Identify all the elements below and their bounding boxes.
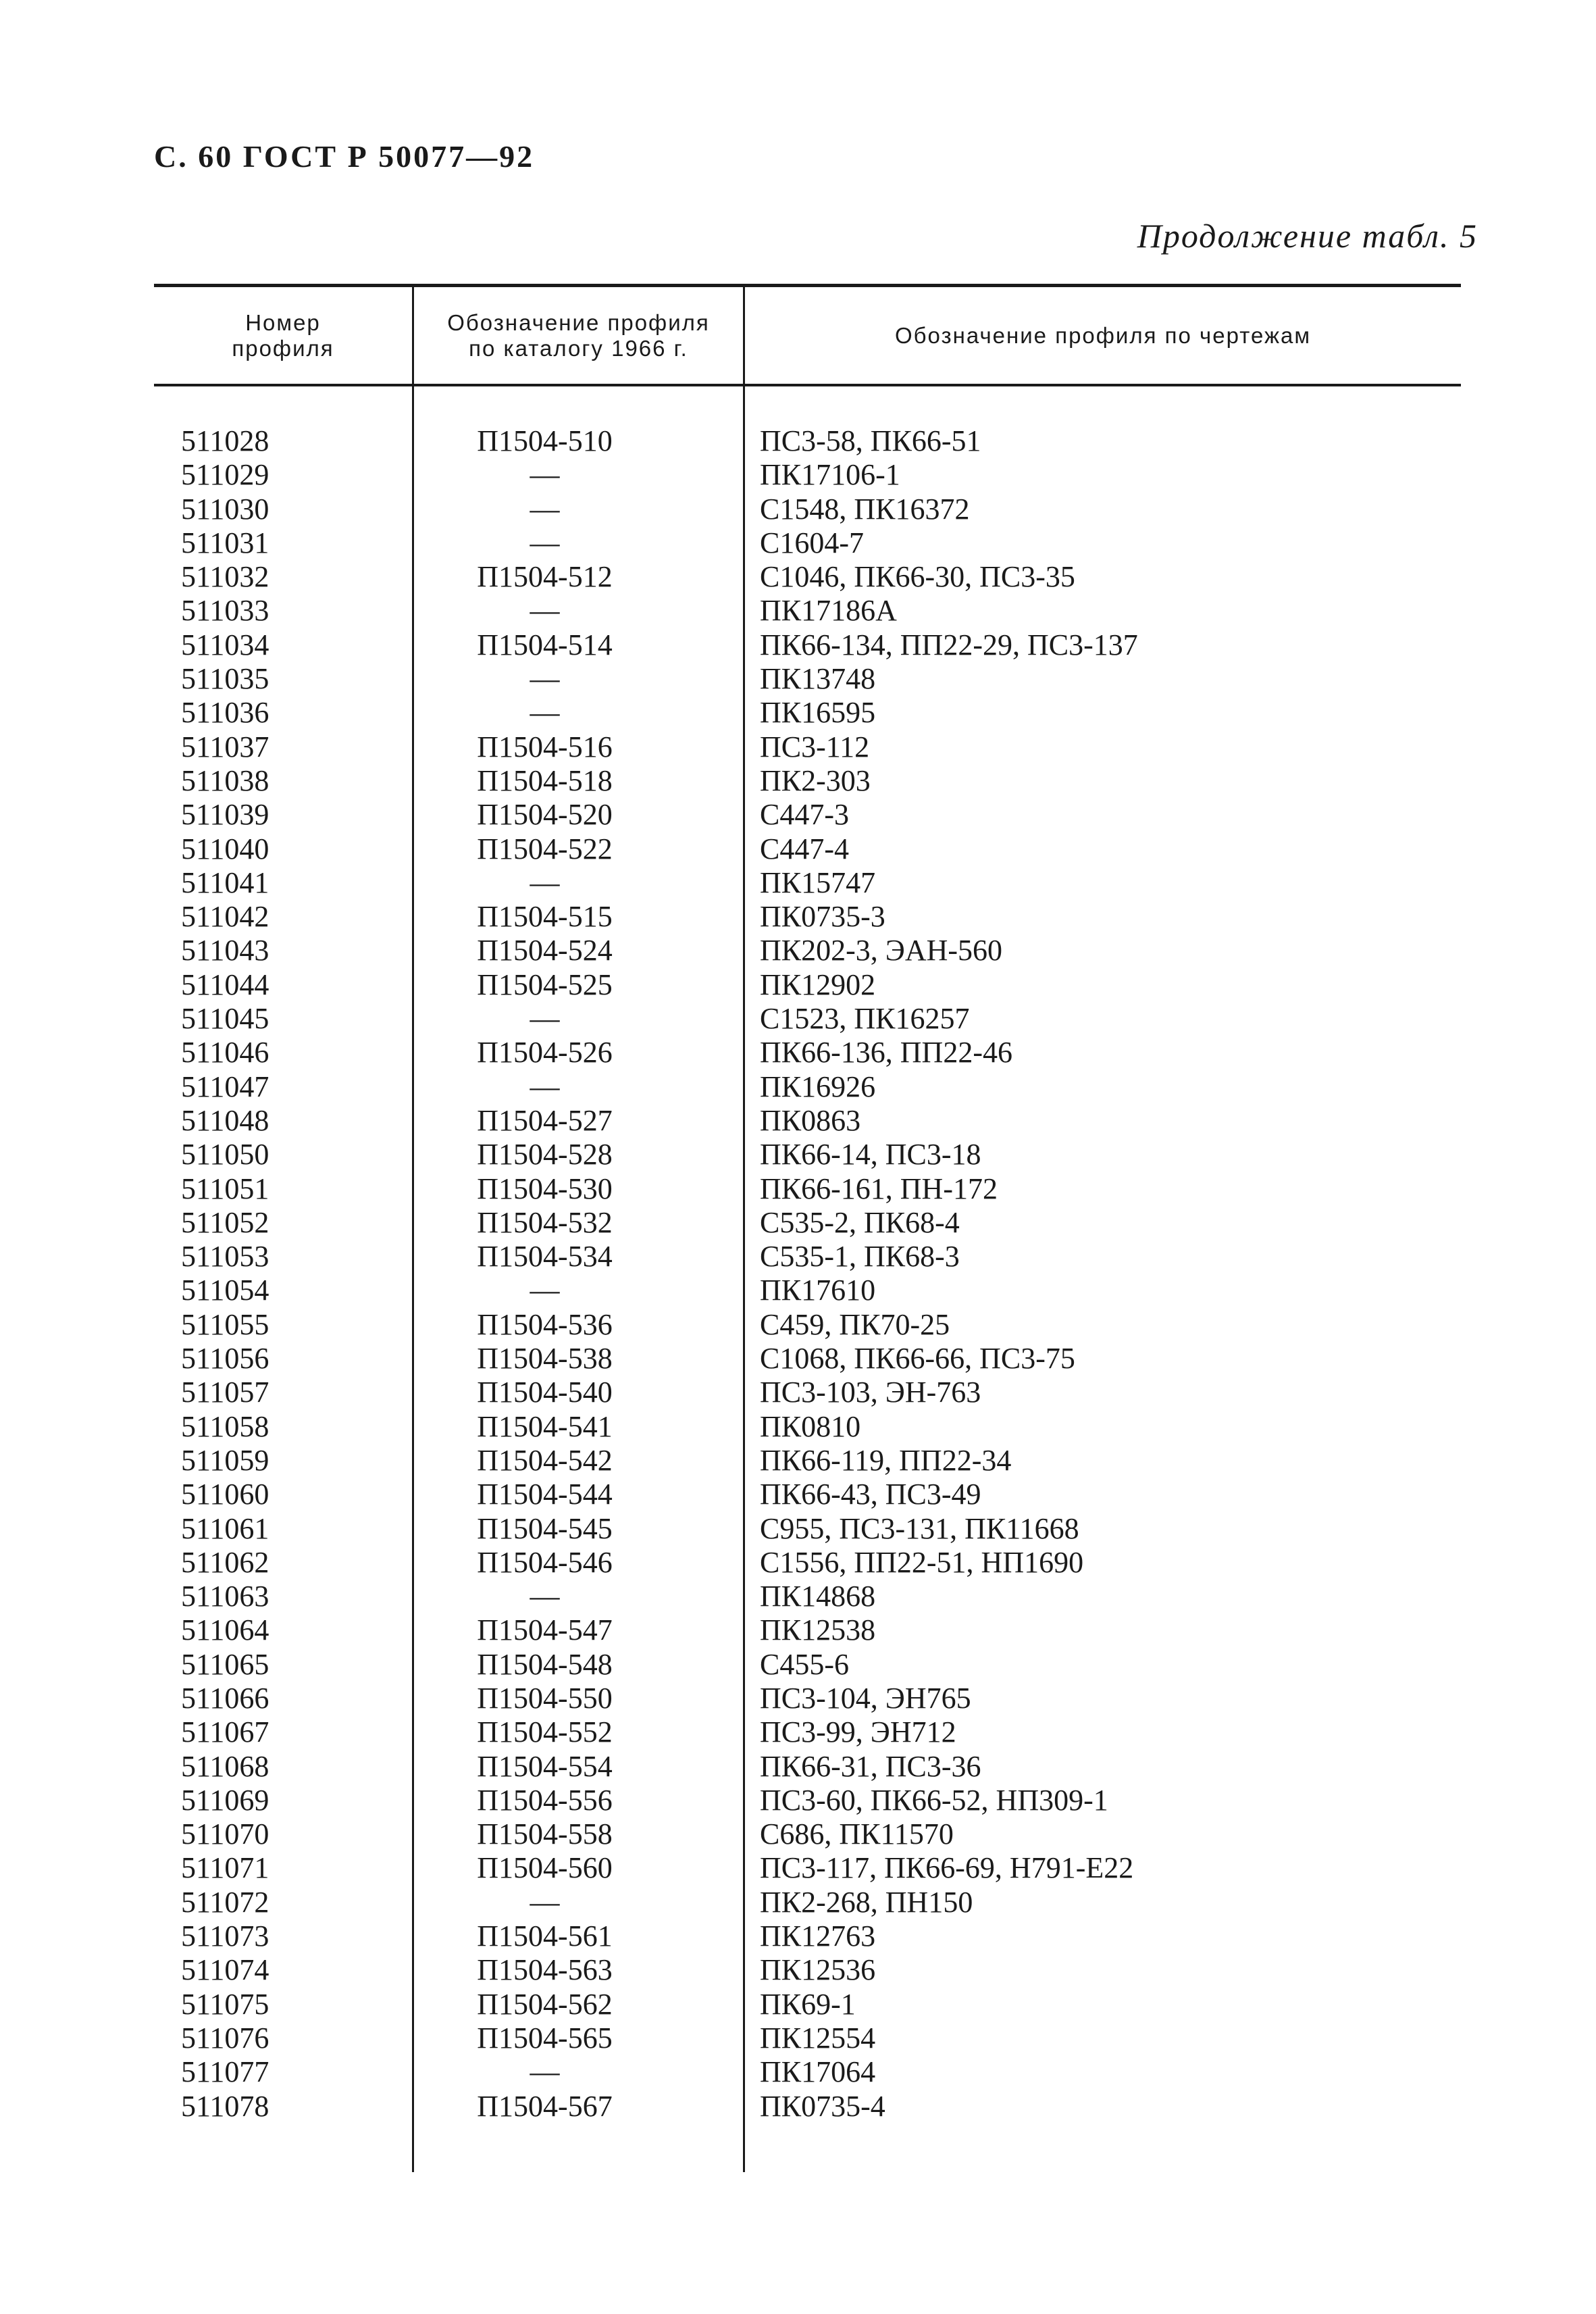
catalog-designation-cell: П1504-542 [477,1443,613,1477]
catalog-designation-cell: П1504-561 [477,1919,613,1953]
table-row [0,628,1596,662]
catalog-designation-cell: П1504-536 [477,1307,613,1341]
profile-number-cell: 511076 [181,2021,269,2055]
profile-number-cell: 511040 [181,832,269,865]
catalog-designation-cell: П1504-532 [477,1205,613,1239]
drawing-designation-cell: С1523, ПК16257 [760,1002,970,1036]
profile-number-cell: 511066 [181,1681,269,1715]
table-row [0,1648,1596,1682]
drawing-designation-cell: ПК12538 [760,1613,876,1647]
drawing-designation-cell: ПК0735-4 [760,2089,885,2123]
catalog-designation-cell: П1504-527 [477,1103,613,1137]
drawing-designation-cell: С459, ПК70-25 [760,1307,950,1341]
catalog-designation-cell: П1504-554 [477,1749,613,1783]
catalog-designation-cell: П1504-563 [477,1953,613,1987]
table-row [0,1206,1596,1240]
profile-number-cell: 511048 [181,1103,269,1137]
profile-number-cell: 511043 [181,934,269,967]
catalog-designation-cell: — [530,458,560,492]
profile-number-cell: 511071 [181,1851,269,1885]
profile-number-cell: 511057 [181,1376,269,1409]
table-row [0,1138,1596,1172]
table-row [0,1410,1596,1444]
table-row [0,798,1596,832]
profile-number-cell: 511069 [181,1783,269,1817]
profile-number-cell: 511039 [181,798,269,832]
profile-number-cell: 511061 [181,1511,269,1545]
profile-number-cell: 511060 [181,1478,269,1511]
drawing-designation-cell: ПК16926 [760,1070,876,1103]
catalog-designation-cell: — [530,1002,560,1036]
column-header-catalog-line1: Обозначение профиля [447,309,710,335]
drawing-designation-cell: ПК17106-1 [760,458,900,492]
drawing-designation-cell: С1068, ПК66-66, ПС3-75 [760,1342,1075,1376]
catalog-designation-cell: — [530,1885,560,1919]
profile-number-cell: 511055 [181,1307,269,1341]
table-row [0,1817,1596,1851]
table-row [0,696,1596,730]
catalog-designation-cell: П1504-526 [477,1036,613,1070]
catalog-designation-cell: П1504-540 [477,1376,613,1409]
profile-number-cell: 511062 [181,1545,269,1579]
catalog-designation-cell: П1504-534 [477,1240,613,1274]
profile-number-cell: 511070 [181,1817,269,1851]
catalog-designation-cell: — [530,1580,560,1613]
profile-number-cell: 511050 [181,1138,269,1172]
table-row [0,1886,1596,1919]
drawing-designation-cell: ПК13748 [760,662,876,696]
table-row [0,866,1596,900]
table-row [0,1682,1596,1715]
profile-number-cell: 511077 [181,2055,269,2089]
profile-number-cell: 511052 [181,1205,269,1239]
drawing-designation-cell: ПК69-1 [760,1987,856,2021]
catalog-designation-cell: П1504-562 [477,1987,613,2021]
drawing-designation-cell: С447-4 [760,832,849,865]
profile-number-cell: 511072 [181,1885,269,1919]
profile-number-cell: 511051 [181,1172,269,1205]
profile-number-cell: 511034 [181,628,269,661]
drawing-designation-cell: ПК17064 [760,2055,876,2089]
table-row [0,1750,1596,1784]
column-header-number-line1: Номер [245,309,321,335]
table-row [0,493,1596,526]
table-row [0,662,1596,696]
profile-number-cell: 511067 [181,1715,269,1749]
drawing-designation-cell: ПК0863 [760,1103,861,1137]
profile-number-cell: 511037 [181,730,269,763]
table-row [0,1308,1596,1342]
table-row [0,1546,1596,1580]
catalog-designation-cell: П1504-552 [477,1715,613,1749]
drawing-designation-cell: С535-1, ПК68-3 [760,1240,960,1274]
profile-number-cell: 511038 [181,763,269,797]
table-body [0,424,1596,2123]
catalog-designation-cell: П1504-546 [477,1545,613,1579]
profile-number-cell: 511036 [181,696,269,730]
catalog-designation-cell: П1504-560 [477,1851,613,1885]
table-row [0,1851,1596,1885]
catalog-designation-cell: — [530,1274,560,1307]
catalog-designation-cell: П1504-545 [477,1511,613,1545]
column-header-drawings [745,287,1461,384]
table-row [0,1376,1596,1409]
table-row [0,832,1596,866]
drawing-designation-cell: С955, ПС3-131, ПК11668 [760,1511,1079,1545]
catalog-designation-cell: — [530,865,560,899]
catalog-designation-cell: П1504-520 [477,798,613,832]
table-row [0,1036,1596,1070]
profile-number-cell: 511063 [181,1580,269,1613]
profile-number-cell: 511075 [181,1987,269,2021]
drawing-designation-cell: ПК0735-3 [760,900,885,934]
catalog-designation-cell: — [530,1070,560,1103]
profile-number-cell: 511035 [181,662,269,696]
table-row [0,2090,1596,2123]
catalog-designation-cell: П1504-530 [477,1172,613,1205]
catalog-designation-cell: П1504-538 [477,1342,613,1376]
drawing-designation-cell: ПК17610 [760,1274,876,1307]
profile-number-cell: 511028 [181,424,269,457]
catalog-designation-cell: — [530,526,560,559]
page-header: С. 60 ГОСТ Р 50077—92 [154,139,535,174]
drawing-designation-cell: ПК66-14, ПС3-18 [760,1138,981,1172]
drawing-designation-cell: ПК2-268, ПН150 [760,1885,973,1919]
drawing-designation-cell: С686, ПК11570 [760,1817,954,1851]
profile-number-cell: 511032 [181,560,269,594]
drawing-designation-cell: ПК12902 [760,967,876,1001]
drawing-designation-cell: ПС3-58, ПК66-51 [760,424,981,457]
drawing-designation-cell: С447-3 [760,798,849,832]
profile-number-cell: 511033 [181,594,269,628]
table-row [0,1715,1596,1749]
drawing-designation-cell: С1046, ПК66-30, ПС3-35 [760,560,1075,594]
table-row [0,764,1596,798]
table-row [0,526,1596,560]
profile-number-cell: 511041 [181,865,269,899]
catalog-designation-cell: П1504-525 [477,967,613,1001]
catalog-designation-cell: П1504-556 [477,1783,613,1817]
table-row [0,560,1596,594]
table-row [0,1478,1596,1511]
profile-number-cell: 511054 [181,1274,269,1307]
drawing-designation-cell: ПС3-103, ЭН-763 [760,1376,981,1409]
profile-number-cell: 511030 [181,492,269,526]
drawing-designation-cell: С535-2, ПК68-4 [760,1205,960,1239]
catalog-designation-cell: — [530,696,560,730]
profile-number-cell: 511065 [181,1647,269,1681]
catalog-designation-cell: П1504-518 [477,763,613,797]
catalog-designation-cell: П1504-558 [477,1817,613,1851]
table-row [0,1613,1596,1647]
table-header-rule [154,384,1461,386]
profile-number-cell: 511059 [181,1443,269,1477]
catalog-designation-cell: П1504-544 [477,1478,613,1511]
table-row [0,900,1596,934]
drawing-designation-cell: ПК12554 [760,2021,876,2055]
drawing-designation-cell: С1548, ПК16372 [760,492,970,526]
drawing-designation-cell: ПК66-134, ПП22-29, ПС3-137 [760,628,1138,661]
catalog-designation-cell: П1504-567 [477,2089,613,2123]
drawing-designation-cell: ПК2-303 [760,763,871,797]
table-row [0,2055,1596,2089]
catalog-designation-cell: — [530,594,560,628]
catalog-designation-cell: — [530,2055,560,2089]
drawing-designation-cell: ПК12536 [760,1953,876,1987]
catalog-designation-cell: П1504-547 [477,1613,613,1647]
drawing-designation-cell: ПС3-104, ЭН765 [760,1681,971,1715]
drawing-designation-cell: ПК16595 [760,696,876,730]
profile-number-cell: 511074 [181,1953,269,1987]
catalog-designation-cell: — [530,662,560,696]
catalog-designation-cell: П1504-515 [477,900,613,934]
table-row [0,1580,1596,1613]
table-row [0,1988,1596,2021]
column-header-drawings-line1: Обозначение профиля по чертежам [894,322,1312,348]
table-row [0,424,1596,458]
catalog-designation-cell: П1504-512 [477,560,613,594]
table-row [0,1953,1596,1987]
profile-number-cell: 511068 [181,1749,269,1783]
drawing-designation-cell: ПС3-117, ПК66-69, Н791-Е22 [760,1851,1134,1885]
drawing-designation-cell: С1604-7 [760,526,864,559]
table-row [0,594,1596,628]
table-continuation-label: Продолжение табл. 5 [1137,217,1478,255]
table-row [0,1444,1596,1478]
catalog-designation-cell: П1504-510 [477,424,613,457]
catalog-designation-cell: — [530,492,560,526]
drawing-designation-cell: ПК14868 [760,1580,876,1613]
drawing-designation-cell: ПК17186А [760,594,897,628]
profile-number-cell: 511078 [181,2089,269,2123]
profile-number-cell: 511045 [181,1002,269,1036]
column-header-number-line2: профиля [232,335,334,361]
catalog-designation-cell: П1504-524 [477,934,613,967]
table-row [0,1172,1596,1206]
profile-number-cell: 511029 [181,458,269,492]
drawing-designation-cell: ПС3-112 [760,730,870,763]
drawing-designation-cell: ПК66-161, ПН-172 [760,1172,998,1205]
drawing-designation-cell: ПС3-60, ПК66-52, НП309-1 [760,1783,1108,1817]
catalog-designation-cell: П1504-548 [477,1647,613,1681]
table-row [0,1784,1596,1817]
table-row [0,1919,1596,1953]
catalog-designation-cell: П1504-522 [477,832,613,865]
table-row [0,1240,1596,1274]
profile-number-cell: 511046 [181,1036,269,1070]
profile-number-cell: 511047 [181,1070,269,1103]
table-row [0,730,1596,764]
drawing-designation-cell: ПК15747 [760,865,876,899]
drawing-designation-cell: ПК12763 [760,1919,876,1953]
profile-number-cell: 511031 [181,526,269,559]
catalog-designation-cell: П1504-565 [477,2021,613,2055]
profile-number-cell: 511044 [181,967,269,1001]
catalog-designation-cell: П1504-528 [477,1138,613,1172]
column-header-catalog [414,287,743,384]
catalog-designation-cell: П1504-514 [477,628,613,661]
column-header-catalog-line2: по каталогу 1966 г. [469,335,688,361]
profile-number-cell: 511073 [181,1919,269,1953]
table-row [0,1512,1596,1546]
table-row [0,1104,1596,1138]
drawing-designation-cell: ПК66-43, ПС3-49 [760,1478,981,1511]
drawing-designation-cell: ПК66-136, ПП22-46 [760,1036,1012,1070]
drawing-designation-cell: ПК202-3, ЭАН-560 [760,934,1003,967]
table-row [0,1342,1596,1376]
table-row [0,458,1596,492]
catalog-designation-cell: П1504-516 [477,730,613,763]
drawing-designation-cell: С455-6 [760,1647,849,1681]
table-row [0,934,1596,967]
drawing-designation-cell: ПК66-119, ПП22-34 [760,1443,1012,1477]
profile-number-cell: 511056 [181,1342,269,1376]
catalog-designation-cell: П1504-550 [477,1681,613,1715]
profile-number-cell: 511064 [181,1613,269,1647]
drawing-designation-cell: С1556, ПП22-51, НП1690 [760,1545,1084,1579]
table-row [0,1274,1596,1307]
table-row [0,968,1596,1002]
drawing-designation-cell: ПК0810 [760,1409,861,1443]
profile-number-cell: 511053 [181,1240,269,1274]
column-header-number [154,287,412,384]
table-row [0,2021,1596,2055]
profile-number-cell: 511042 [181,900,269,934]
profile-number-cell: 511058 [181,1409,269,1443]
catalog-designation-cell: П1504-541 [477,1409,613,1443]
table-row [0,1070,1596,1104]
drawing-designation-cell: ПК66-31, ПС3-36 [760,1749,981,1783]
table-row [0,1002,1596,1036]
drawing-designation-cell: ПС3-99, ЭН712 [760,1715,956,1749]
